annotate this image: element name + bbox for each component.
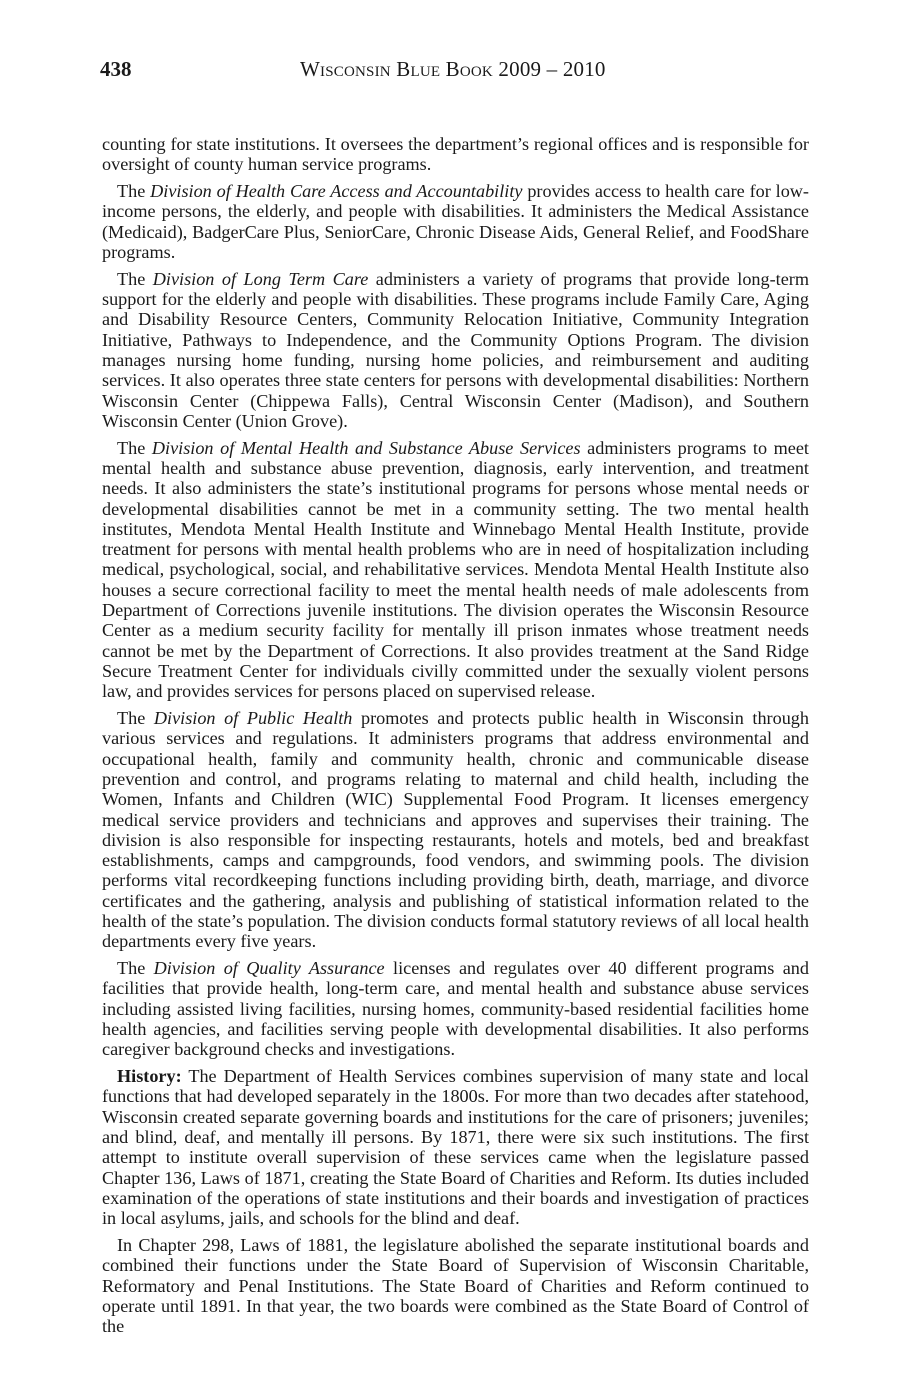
division-name: Division of Health Care Access and Accountability — [150, 181, 523, 202]
paragraph-health-care-access: The Division of Health Care Access and Accountability provides access to health care for low-income persons, the elderly, and people with disabilities. It administers the Medical Assistance (Medicaid), BadgerCare Plus, SeniorCare, Chronic Disease Aids, General Relief, and FoodShare programs. — [102, 181, 809, 262]
paragraph-long-term-care: The Division of Long Term Care administers a variety of programs that provide long-term support for the elderly and people with disabilities. These programs include Family Care, Aging and Disability Resource Centers, Community Relocation Initiative, Community Integration Initiative, Pathways to Independence, and the Community Options Program. The division manages nursing home funding, nursing home policies, and reimbursement and auditing services. It also operates three state centers for persons with developmental disabilities: Northern Wisconsin Center (Chippewa Falls), Central Wisconsin Center (Madison), and Southern Wisconsin Center (Union Grove). — [102, 268, 809, 431]
paragraph-history: History: The Department of Health Services combines supervision of many state and local functions that had developed separately in the 1800s. For more than two decades after statehood, Wisconsin created separate governing boards and institutions for the care of prisoners; juveniles; and blind, deaf, and mentally ill persons. By 1871, there were six such institutions. The first attempt to institute overall supervision of these services came when the legislature passed Chapter 136, Laws of 1871, creating the State Board of Charities and Reform. Its duties included examination of the operations of state institutions and their boards and investigation of practices in local asylums, jails, and schools for the blind and deaf. — [102, 1066, 809, 1229]
paragraph-public-health: The Division of Public Health promotes and protects public health in Wisconsin through various services and regulations. It administers programs that address environmental and occupational health, family and community health, chronic and communicable disease prevention and control, and programs relating to maternal and child health, including the Women, Infants and Children (WIC) Supplemental Food Program. It licenses emergency medical service providers and technicians and approves and supervises their training. The division is also responsible for inspecting restaurants, hotels and motels, bed and breakfast establishments, camps and campgrounds, food vendors, and swimming pools. The division performs vital recordkeeping functions including providing birth, death, marriage, and divorce certificates and the gathering, analysis and publishing of statistical information related to the health of the state’s population. The division conducts formal statutory reviews of all local health departments every five years. — [102, 708, 809, 952]
body-text — [102, 134, 809, 1343]
page-header — [100, 54, 810, 84]
page-number: 438 — [100, 57, 132, 81]
paragraph-continuation: counting for state institutions. It oversees the department’s regional offices and is responsible for oversight of county human service programs. — [102, 134, 809, 175]
paragraph-chapter-298: In Chapter 298, Laws of 1881, the legislature abolished the separate institutional boards and combined their functions under the State Board of Supervision of Wisconsin Charitable, Reformatory and Penal Institutions. The State Board of Charities and Reform continued to operate until 1891. In that year, the two boards were combined as the State Board of Control of the — [102, 1234, 809, 1337]
division-name: Division of Long Term Care — [152, 268, 369, 289]
division-name: Division of Public Health — [153, 708, 353, 729]
running-head: Wisconsin Blue Book 2009 – 2010 — [300, 57, 606, 81]
division-name: Division of Mental Health and Substance Abuse Services — [151, 437, 581, 458]
paragraph-mental-health: The Division of Mental Health and Substance Abuse Services administers programs to meet mental health and substance abuse prevention, diagnosis, early intervention, and treatment needs. It also administers the state’s institutional programs for persons whose mental needs or developmental disabilities cannot be met in a community setting. The two mental health institutes, Mendota Mental Health Institute and Winnebago Mental Health Institute, provide treatment for persons with mental health problems who are in need of hospitalization including medical, psychological, social, and rehabilitative services. Mendota Mental Health Institute also houses a secure correctional facility to meet the mental health needs of male adolescents from Department of Corrections juvenile institutions. The division operates the Wisconsin Resource Center as a medium security facility for mentally ill prison inmates whose treatment needs cannot be met by the Department of Corrections. It also provides treatment at the Sand Ridge Secure Treatment Center for individuals civilly committed under the sexually violent persons law, and provides services for persons placed on supervised release. — [102, 437, 809, 702]
paragraph-quality-assurance: The Division of Quality Assurance licenses and regulates over 40 different programs and facilities that provide health, long-term care, and mental health and substance abuse services including assisted living facilities, nursing homes, community-based residential facilities home health agencies, and facilities serving people with developmental disabilities. It also performs caregiver background checks and investigations. — [102, 958, 809, 1060]
history-heading: History: — [117, 1066, 182, 1087]
division-name: Division of Quality Assurance — [153, 958, 385, 979]
